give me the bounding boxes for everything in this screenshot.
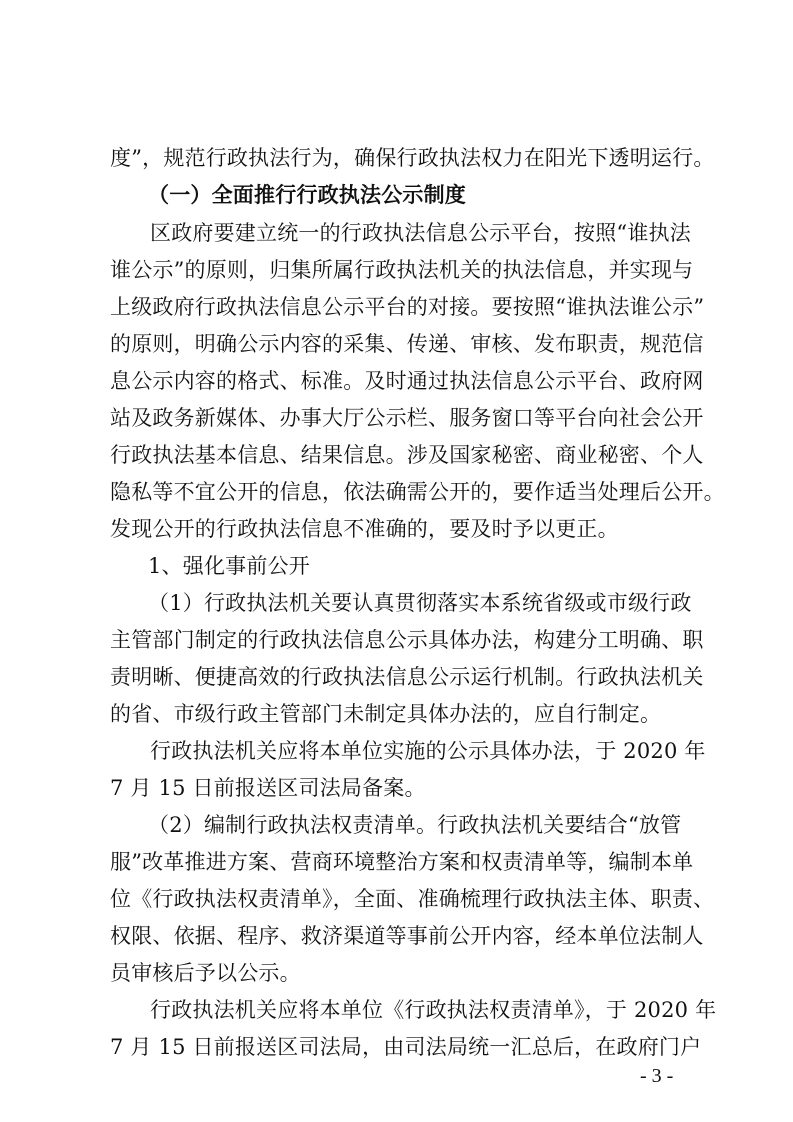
paragraph-line: 的省、市级行政主管部门未制定具体办法的，应自行制定。 [110, 702, 662, 726]
paragraph-line: （2）编制行政执法权责清单。行政执法机关要结合“放管 [148, 813, 682, 837]
paragraph-line: 上级政府行政执法信息公示平台的对接。要按照“谁执法谁公示” [110, 295, 705, 319]
paragraph-line: 7 月 15 日前报送区司法局备案。 [110, 776, 426, 800]
paragraph-line: 7 月 15 日前报送区司法局，由司法局统一汇总后，在政府门户 [110, 1035, 702, 1059]
paragraph-line: 隐私等不宜公开的信息，依法确需公开的，要作适当处理后公开。 [110, 480, 725, 504]
paragraph-line: 的原则，明确公示内容的采集、传递、审核、发布职责，规范信 [110, 332, 704, 356]
paragraph-line: （1）行政执法机关要认真贯彻落实本系统省级或市级行政 [148, 591, 692, 615]
paragraph-line: 位《行政执法权责清单》，全面、准确梳理行政执法主体、职责、 [110, 887, 715, 911]
section-heading: （一）全面推行行政执法公示制度 [148, 182, 466, 207]
paragraph-line: 行政执法机关应将本单位《行政执法权责清单》，于 2020 年 [150, 998, 717, 1022]
paragraph-line: 责明晰、便捷高效的行政执法信息公示运行机制。行政执法机关 [110, 665, 704, 689]
paragraph-line: 区政府要建立统一的行政执法信息公示平台，按照“谁执法 [150, 221, 691, 245]
paragraph-line: 权限、依据、程序、救济渠道等事前公开内容，经本单位法制人 [110, 924, 704, 948]
paragraph-line: 谁公示”的原则，归集所属行政执法机关的执法信息，并实现与 [110, 258, 694, 282]
paragraph-line: 行政执法基本信息、结果信息。涉及国家秘密、商业秘密、个人 [110, 443, 704, 467]
subsection-heading: 1、强化事前公开 [148, 554, 310, 578]
paragraph-line: 发现公开的行政执法信息不准确的，要及时予以更正。 [110, 517, 619, 541]
paragraph-line: 息公示内容的格式、标准。及时通过执法信息公示平台、政府网 [110, 369, 704, 393]
paragraph-line: 行政执法机关应将本单位实施的公示具体办法，于 2020 年 [150, 739, 706, 763]
page-number: - 3 - [640, 1065, 674, 1087]
paragraph-line: 服”改革推进方案、营商环境整治方案和权责清单等，编制本单 [110, 850, 694, 874]
paragraph-line: 员审核后予以公示。 [110, 961, 301, 985]
paragraph-line: 站及政务新媒体、办事大厅公示栏、服务窗口等平台向社会公开 [110, 406, 704, 430]
paragraph-line: 度”，规范行政执法行为，确保行政执法权力在阳光下透明运行。 [110, 146, 715, 170]
paragraph-line: 主管部门制定的行政执法信息公示具体办法，构建分工明确、职 [110, 628, 704, 652]
